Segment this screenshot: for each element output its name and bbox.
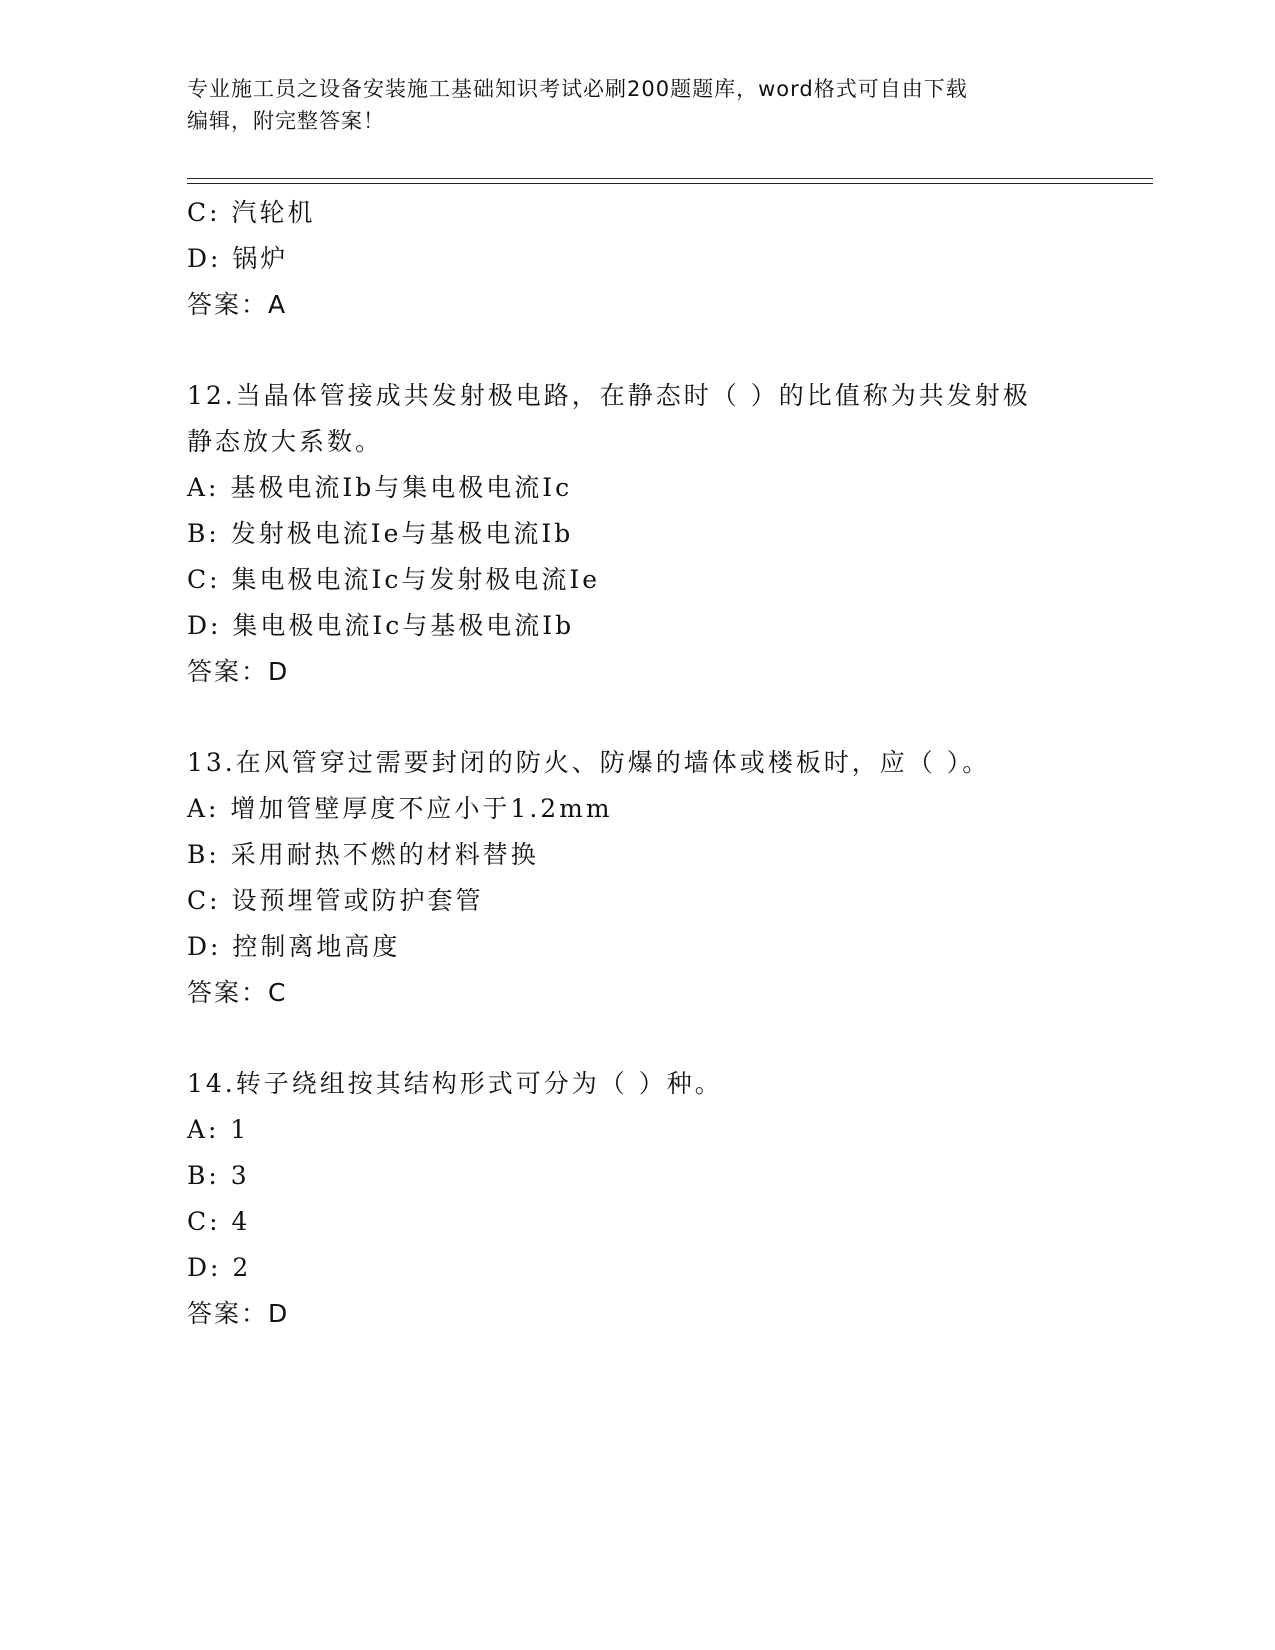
q11-answer: 答案：A (187, 290, 288, 319)
q12-stem-line2: 静态放大系数。 (187, 427, 384, 456)
header-title-line1: 专业施工员之设备安装施工基础知识考试必刷200题题库，word格式可自由下载 (187, 77, 968, 101)
header-divider-top (187, 178, 1153, 179)
q14-option-c: C: 4 (187, 1207, 251, 1236)
header-divider-bottom (187, 183, 1153, 184)
q13-answer: 答案：C (187, 978, 288, 1007)
q12-option-a: A: 基极电流Ib与集电极电流Ic (187, 473, 573, 502)
question-11-partial (187, 190, 1153, 328)
question-14 (187, 1061, 1153, 1337)
header-title-line2: 编辑，附完整答案！ (187, 109, 385, 133)
q13-option-a: A: 增加管壁厚度不应小于1.2mm (187, 794, 613, 823)
q14-option-b: B: 3 (187, 1161, 250, 1190)
q11-option-d: D: 锅炉 (187, 244, 289, 273)
q14-option-a: A: 1 (187, 1115, 250, 1144)
q11-option-c: C: 汽轮机 (187, 198, 316, 227)
question-13 (187, 740, 1153, 1016)
question-12 (187, 373, 1153, 695)
q14-answer: 答案：D (187, 1299, 290, 1328)
spacer (187, 1016, 1153, 1061)
q13-stem: 13.在风管穿过需要封闭的防火、防爆的墙体或楼板时，应（ ）。 (187, 748, 991, 777)
document-header (187, 73, 1087, 137)
q14-option-d: D: 2 (187, 1253, 252, 1282)
question-list (187, 190, 1153, 1337)
q12-answer: 答案：D (187, 657, 290, 686)
q12-stem-line1: 12.当晶体管接成共发射极电路，在静态时（ ）的比值称为共发射极 (187, 381, 1031, 410)
spacer (187, 328, 1153, 373)
q14-stem: 14.转子绕组按其结构形式可分为（ ）种。 (187, 1069, 723, 1098)
q12-option-b: B: 发射极电流Ie与基极电流Ib (187, 519, 574, 548)
q13-option-c: C: 设预埋管或防护套管 (187, 886, 484, 915)
q13-option-b: B: 采用耐热不燃的材料替换 (187, 840, 539, 869)
q12-option-c: C: 集电极电流Ic与发射极电流Ie (187, 565, 601, 594)
q13-option-d: D: 控制离地高度 (187, 932, 401, 961)
spacer (187, 695, 1153, 740)
q12-option-d: D: 集电极电流Ic与基极电流Ib (187, 611, 575, 640)
